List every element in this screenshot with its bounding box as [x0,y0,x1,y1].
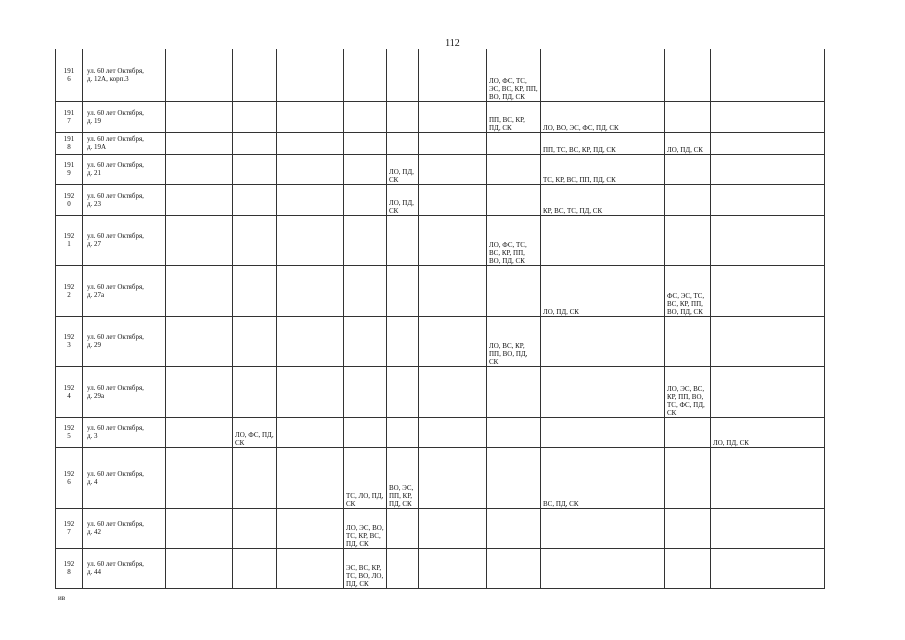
work-cell [387,316,419,366]
work-cell [419,101,487,132]
table-row [56,184,825,215]
address-line: д. 19 [87,116,102,125]
table-row [56,548,825,588]
row-number-part: 3 [67,341,71,349]
work-cell [665,316,711,366]
row-number-part: 192 [63,191,75,200]
work-cell [344,316,387,366]
work-cell [277,154,344,184]
work-cell [541,215,665,265]
address-line: ул. 60 лет Октября, [87,66,144,75]
address-cell [83,417,166,447]
work-cell [166,132,233,154]
work-cell [711,184,825,215]
work-cell [487,316,541,366]
work-cell [233,316,277,366]
work-cell [711,154,825,184]
address-cell [83,154,166,184]
address-line: ул. 60 лет Октября, [87,135,144,143]
work-cell [344,101,387,132]
address-line: ул. 60 лет Октября, [87,560,144,568]
work-cell [277,132,344,154]
work-cell [419,184,487,215]
address-cell [83,447,166,508]
row-number-part: 192 [63,560,75,568]
work-cell [233,417,277,447]
row-number [56,417,83,447]
address-line: д. 27 [87,240,102,248]
work-cell [277,548,344,588]
row-number-part: 6 [67,477,71,486]
work-cell [541,417,665,447]
work-cell [166,508,233,548]
row-number-part: 8 [67,143,71,151]
address-line: ул. 60 лет Октября, [87,191,144,200]
work-cell [541,184,665,215]
table-row [56,101,825,132]
address-line: д. 44 [87,568,102,576]
work-cell [711,548,825,588]
work-cell [665,215,711,265]
row-number-part: 6 [67,74,71,83]
address-line: д. 27а [87,290,105,299]
work-cell [233,215,277,265]
row-number [56,101,83,132]
work-cell [419,417,487,447]
work-codes: ПП, ТС, ВС, КР, ПД, СК [543,145,616,154]
work-codes: ЛО, ЭС, ВО, ТС, КР, ВС, ПД, СК [346,523,384,548]
work-cell [711,447,825,508]
row-number [56,132,83,154]
work-cell [487,184,541,215]
table-row [56,132,825,154]
work-cell [711,101,825,132]
work-cell [387,366,419,417]
work-cell [166,154,233,184]
row-number-part: 2 [67,290,71,299]
work-codes: ТС, КР, ВС, ПП, ПД, СК [543,175,616,184]
work-cell [344,508,387,548]
work-cell [233,101,277,132]
row-number-part: 7 [67,116,71,125]
row-number-part: 192 [63,333,75,341]
work-cell [387,548,419,588]
work-cell [277,447,344,508]
work-codes: КР, ВС, ТС, ПД, СК [543,206,603,215]
work-cell [344,548,387,588]
work-cell [665,184,711,215]
address-line: ул. 60 лет Октября, [87,232,144,240]
address-cell [83,316,166,366]
address-cell [83,548,166,588]
address-cell [83,215,166,265]
work-cell [419,215,487,265]
work-cell [541,366,665,417]
work-cell [711,265,825,316]
table-row [56,265,825,316]
work-cell [387,265,419,316]
work-cell [233,154,277,184]
work-cell [166,447,233,508]
work-cell [233,49,277,101]
work-cell [665,508,711,548]
work-cell [277,265,344,316]
address-line: ул. 60 лет Октября, [87,161,144,169]
work-cell [419,49,487,101]
schedule-table [55,49,825,589]
row-number-part: 191 [63,161,75,169]
work-cell [487,417,541,447]
row-number [56,316,83,366]
address-line: ул. 60 лет Октября, [87,424,144,432]
work-cell [711,215,825,265]
work-cell [166,101,233,132]
work-codes: ЛО, ВО, ЭС, ФС, ПД, СК [543,123,619,132]
work-cell [233,508,277,548]
work-cell [541,49,665,101]
work-cell [387,184,419,215]
address-cell [83,508,166,548]
table-row [56,154,825,184]
address-cell [83,366,166,417]
work-cell [419,316,487,366]
row-number-part: 192 [63,469,75,478]
work-cell [487,49,541,101]
work-cell [419,447,487,508]
table-row [56,417,825,447]
work-cell [541,265,665,316]
work-cell [711,508,825,548]
row-number [56,366,83,417]
row-number-part: 5 [67,432,71,440]
work-cell [166,49,233,101]
work-cell [277,101,344,132]
work-cell [665,366,711,417]
work-cell [541,508,665,548]
address-line: ул. 60 лет Октября, [87,282,144,291]
work-codes: ЛО, ЭС, ВС, КР, ПП, ВО, ТС, ФС, ПД, СК [667,384,705,417]
work-codes: ЛО, ВС, КР, ПП, ВО, ПД, СК [489,341,528,366]
work-cell [277,366,344,417]
work-cell [277,316,344,366]
work-cell [665,447,711,508]
work-cell [541,316,665,366]
work-codes: ЛО, ПД, СК [389,167,414,184]
row-number [56,265,83,316]
work-cell [387,417,419,447]
work-cell [541,132,665,154]
work-cell [387,447,419,508]
work-cell [665,101,711,132]
row-number-part: 192 [63,232,75,240]
work-codes: ЭС, ВС, КР, ТС, ВО, ЛО, ПД, СК [346,563,384,588]
work-cell [277,417,344,447]
work-cell [711,366,825,417]
work-cell [419,265,487,316]
work-cell [487,548,541,588]
work-cell [665,154,711,184]
row-number-part: 191 [63,135,75,143]
work-codes: ВС, ПД, СК [543,499,579,508]
row-number-part: 191 [63,66,75,75]
work-cell [711,316,825,366]
work-cell [344,184,387,215]
work-codes: ЛО, ФС, ПД, СК [235,430,274,447]
work-cell [166,366,233,417]
work-cell [487,447,541,508]
row-number [56,447,83,508]
work-codes: ЛО, ФС, ТС, ЭС, ВС, КР, ПП, ВО, ПД, СК [489,76,538,101]
work-cell [277,508,344,548]
work-cell [487,101,541,132]
work-cell [387,49,419,101]
address-line: ул. 60 лет Октября, [87,108,144,117]
row-number-part: 192 [63,383,75,392]
work-cell [419,154,487,184]
work-cell [665,417,711,447]
table-row [56,366,825,417]
work-codes: ЛО, ПД, СК [543,307,579,316]
work-codes: ЛО, ФС, ТС, ВС, КР, ПП, ВО, ПД, СК [489,240,527,265]
work-cell [487,132,541,154]
table-row [56,316,825,366]
address-line: ул. 60 лет Октября, [87,383,144,392]
address-line: ул. 60 лет Октября, [87,333,144,341]
work-cell [419,548,487,588]
work-cell [387,215,419,265]
address-line: д. 23 [87,199,102,208]
work-cell [233,366,277,417]
work-cell [711,132,825,154]
work-cell [233,184,277,215]
work-cell [277,184,344,215]
address-line: д. 42 [87,528,102,536]
work-cell [344,132,387,154]
row-number [56,508,83,548]
address-line: д. 19А [87,143,107,151]
work-cell [487,366,541,417]
work-cell [344,265,387,316]
work-cell [419,132,487,154]
work-cell [541,548,665,588]
work-cell [487,265,541,316]
work-cell [541,154,665,184]
work-codes: ЛО, ПД, СК [713,438,749,447]
address-line: д. 29а [87,391,105,400]
work-codes: ФС, ЭС, ТС, ВС, КР, ПП, ВО, ПД, СК [667,291,705,316]
work-cell [665,132,711,154]
work-codes: ЛО, ПД, СК [667,145,703,154]
footer-note: ив [58,594,66,602]
work-cell [665,265,711,316]
work-cell [487,508,541,548]
work-cell [166,215,233,265]
address-cell [83,132,166,154]
address-line: д. 21 [87,169,102,177]
work-cell [711,417,825,447]
row-number [56,49,83,101]
work-cell [344,447,387,508]
work-cell [344,417,387,447]
work-cell [711,49,825,101]
work-cell [387,154,419,184]
work-codes: ПП, ВС, КР, ПД, СК [489,115,525,132]
row-number-part: 192 [63,520,75,528]
work-cell [233,548,277,588]
work-cell [166,265,233,316]
work-cell [665,49,711,101]
row-number-part: 8 [67,568,71,576]
work-cell [387,132,419,154]
work-cell [541,101,665,132]
row-number [56,184,83,215]
work-codes: ЛО, ПД, СК [389,198,414,215]
work-cell [277,215,344,265]
work-cell [344,49,387,101]
row-number-part: 192 [63,424,75,432]
work-cell [166,184,233,215]
address-cell [83,184,166,215]
row-number-part: 1 [67,240,71,248]
address-line: д. 3 [87,432,98,440]
row-number [56,548,83,588]
work-cell [233,447,277,508]
work-cell [344,366,387,417]
address-line: ул. 60 лет Октября, [87,469,144,478]
row-number [56,215,83,265]
work-cell [665,548,711,588]
work-codes: ВО, ЭС, ПП, КР, ПД, СК [389,483,414,508]
row-number-part: 192 [63,282,75,291]
work-cell [344,154,387,184]
row-number [56,154,83,184]
work-cell [487,154,541,184]
row-number-part: 4 [67,391,71,400]
work-cell [344,215,387,265]
table-row [56,49,825,101]
row-number-part: 7 [67,528,71,536]
work-cell [487,215,541,265]
address-cell [83,101,166,132]
address-line: д. 29 [87,341,102,349]
work-cell [387,101,419,132]
work-cell [277,49,344,101]
work-codes: ТС, ЛО, ПД, СК [346,491,384,508]
row-number-part: 0 [67,199,71,208]
address-line: д. 12А, корп.3 [87,74,129,83]
work-cell [166,417,233,447]
work-cell [233,265,277,316]
work-cell [166,548,233,588]
work-cell [541,447,665,508]
row-number-part: 191 [63,108,75,117]
page-number: 112 [445,38,460,49]
work-cell [166,316,233,366]
address-cell [83,49,166,101]
work-cell [233,132,277,154]
work-cell [419,508,487,548]
work-cell [419,366,487,417]
table-row [56,447,825,508]
table-row [56,215,825,265]
work-cell [387,508,419,548]
address-line: ул. 60 лет Октября, [87,520,144,528]
table-row [56,508,825,548]
address-line: д. 4 [87,477,98,486]
address-cell [83,265,166,316]
row-number-part: 9 [67,169,71,177]
